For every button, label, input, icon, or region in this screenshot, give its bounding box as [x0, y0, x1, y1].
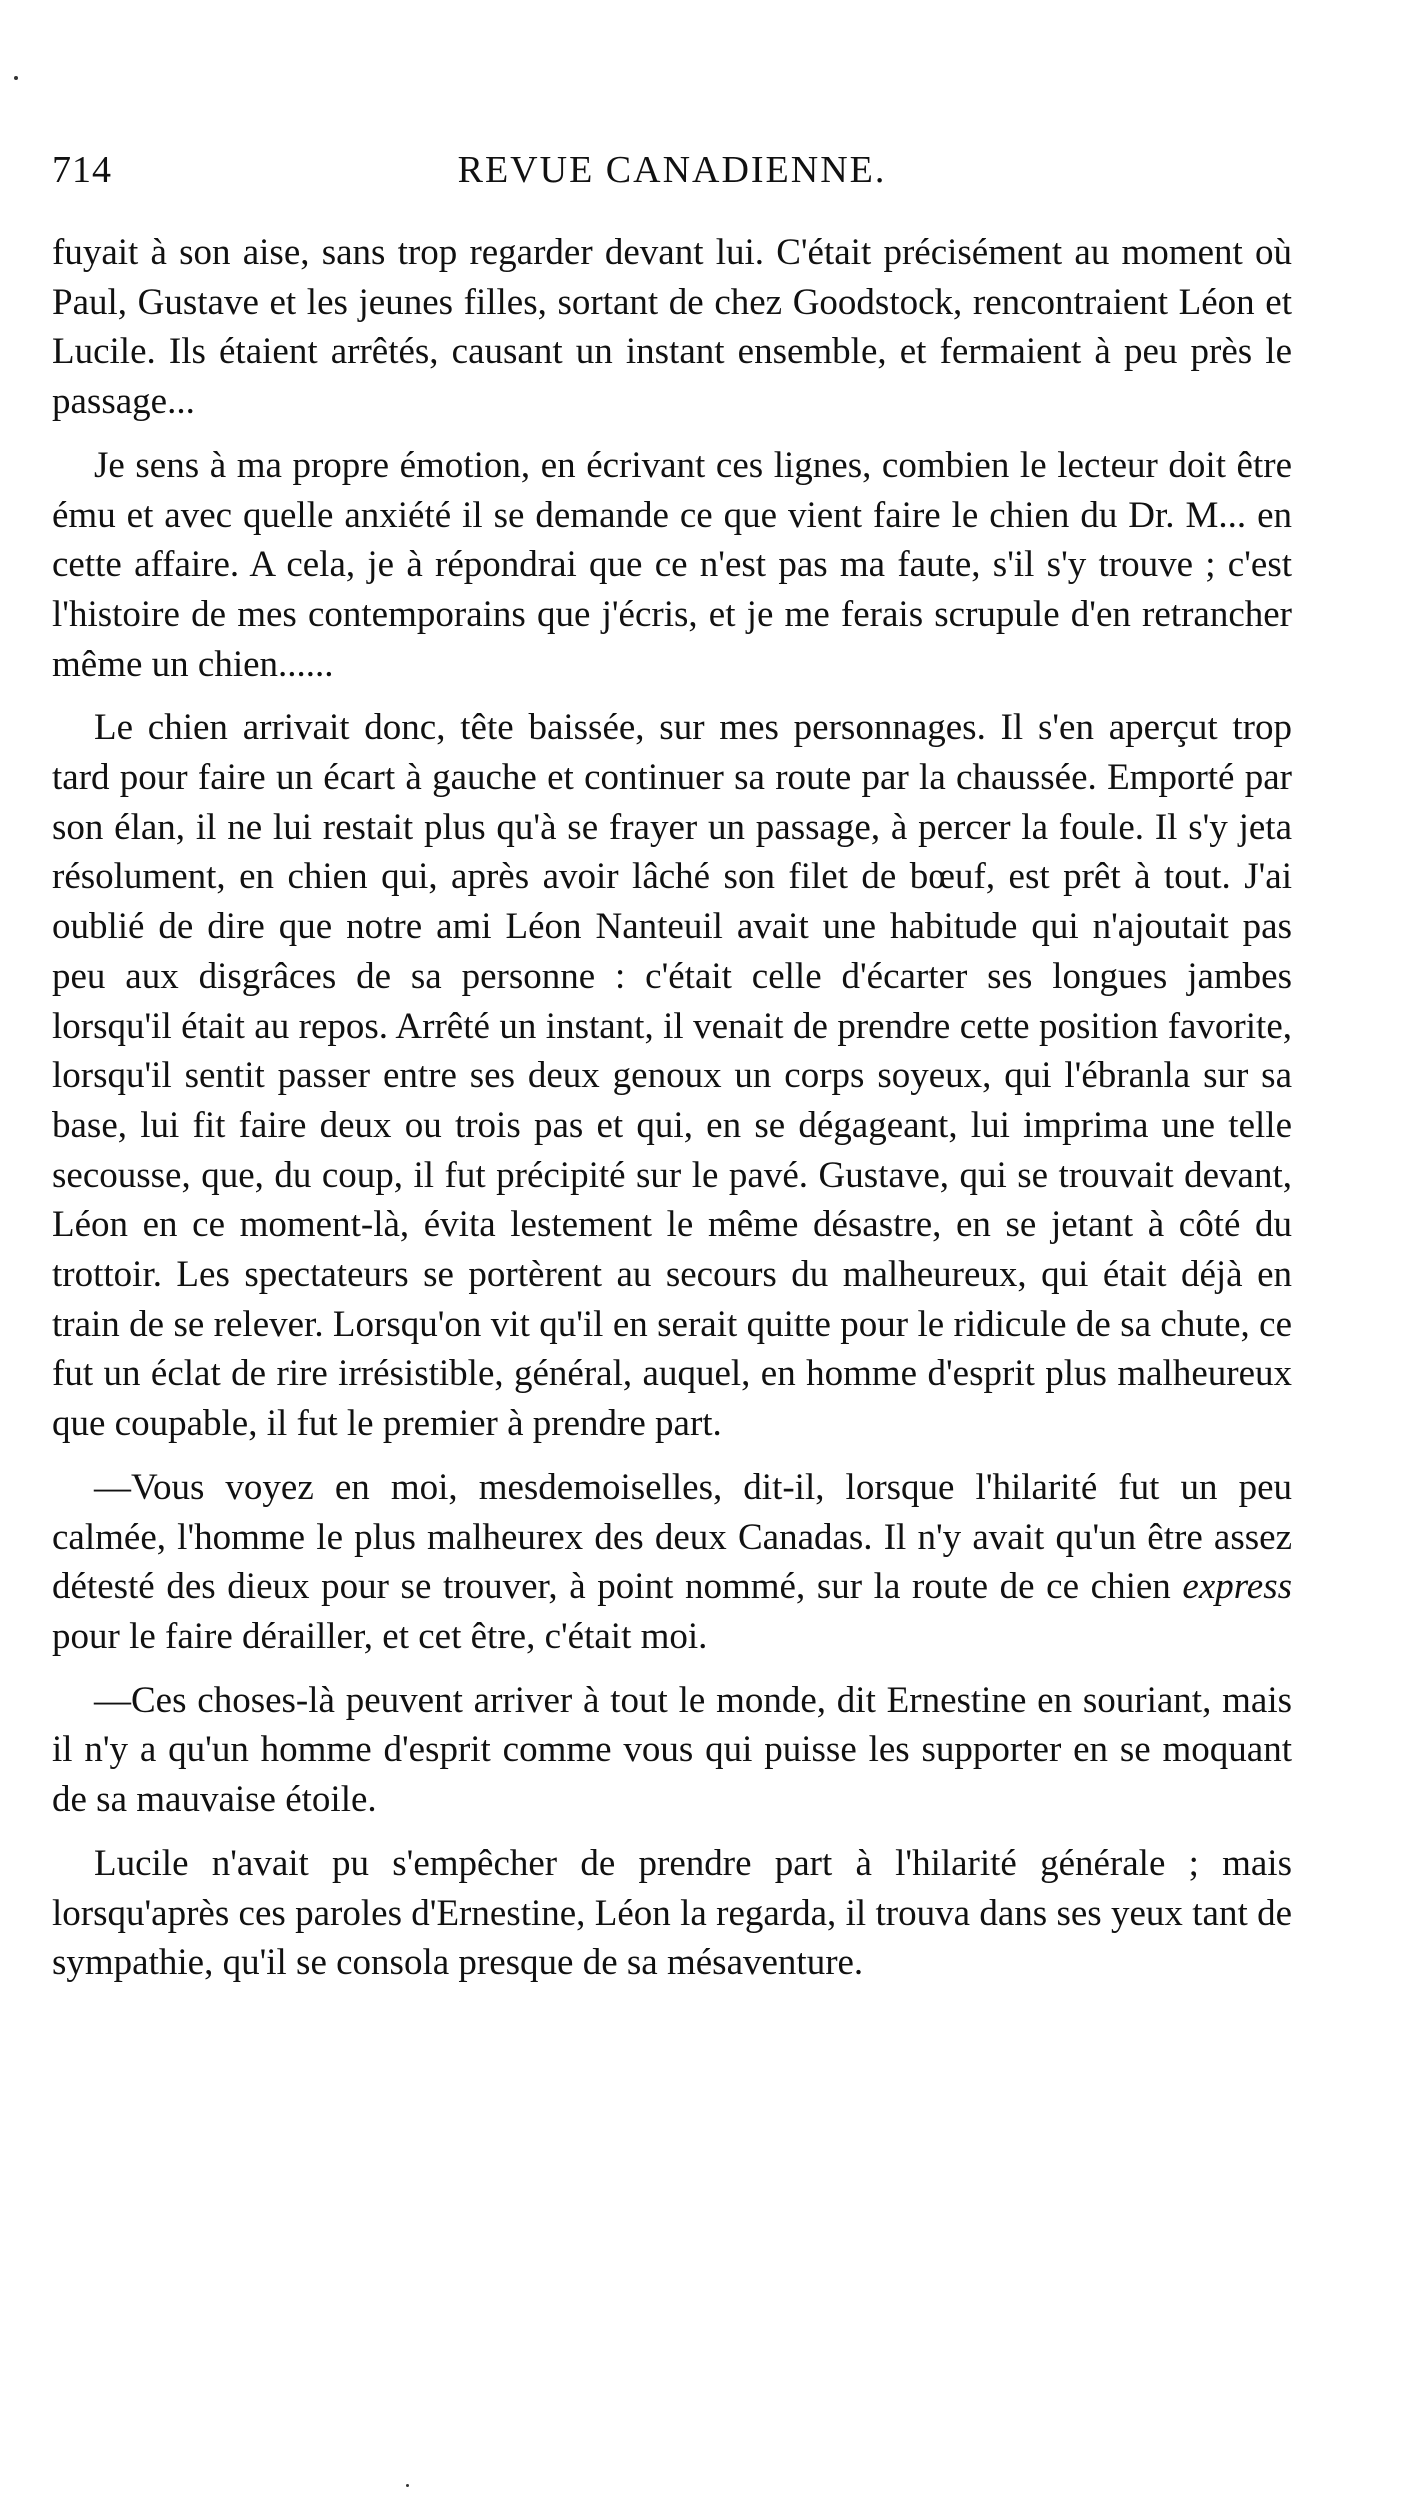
- paragraph: Je sens à ma propre émotion, en écrivant ces lignes, combien le lecteur doit être ému et avec quelle anxiété il se demande ce que vient faire le chien du Dr. M... en cette affaire. A cela, je à répondrai que ce n'est pas ma faute, s'il s'y trouve ; c'est l'histoire de mes contemporains que j'écris, et je me ferais scrupule d'en retrancher même un chien......: [52, 444, 1292, 685]
- page-number: 714: [52, 149, 112, 191]
- paragraph: Lucile n'avait pu s'empêcher de prendre part à l'hilarité générale ; mais lorsqu'après ces paroles d'Ernestine, Léon la regarda, il trouva dans ses yeux tant de sympathie, qu'il se consola presque de sa mésaventure.: [52, 1842, 1292, 1984]
- paragraph: Le chien arrivait donc, tête baissée, sur mes personnages. Il s'en aperçut trop tard pour faire un écart à gauche et continuer sa route par la chaussée. Emporté par son élan, il ne lui restait plus qu'à se frayer un passage, à percer la foule. Il s'y jeta résolument, en chien qui, après avoir lâché son filet de bœuf, est prêt à tout. J'ai oublié de dire que notre ami Léon Nanteuil avait une habitude qui n'ajoutait pas peu aux disgrâces de sa personne : c'était celle d'écarter ses longues jambes lorsqu'il était au repos. Arrêté un instant, il venait de prendre cette position favorite, lorsqu'il sentit passer entre ses deux genoux un corps soyeux, qui l'ébranla sur sa base, lui fit faire deux ou trois pas et qui, en se dégageant, lui imprima une telle secousse, que, du coup, il fut précipité sur le pavé. Gustave, qui se trouvait devant, Léon en ce moment-là, évita lestement le même désastre, en se jetant à côté du trottoir. Les spectateurs se portèrent au secours du malheureux, qui était déjà en train de se relever. Lorsqu'on vit qu'il en serait quitte pour le ridicule de sa chute, ce fut un éclat de rire irrésistible, général, auquel, en homme d'esprit plus malheureux que coupable, il fut le premier à prendre part.: [52, 707, 1292, 1445]
- ink-speck: [406, 2484, 409, 2487]
- paragraph-dialogue: [52, 1463, 1292, 1662]
- dialogue-text: —Vous voyez en moi, mesdemoiselles, dit-il, lorsque l'hilarité fut un peu calmée, l'homme le plus malheurex des deux Canadas. Il n'y avait qu'un être assez détesté des dieux pour se trouver, à point nommé, sur la route de ce chien: [52, 1466, 1292, 1608]
- body-text: [52, 228, 1292, 2002]
- paragraph-dialogue: —Ces choses-là peuvent arriver à tout le monde, dit Ernestine en souriant, mais il n'y a qu'un homme d'esprit comme vous qui puisse les supporter en se moquant de sa mauvaise étoile.: [52, 1679, 1292, 1821]
- page-header: [52, 148, 1292, 198]
- paragraph-continuation: fuyait à son aise, sans trop regarder devant lui. C'était précisément au moment où Paul, Gustave et les jeunes filles, sortant de chez Goodstock, rencontraient Léon et Lucile. Ils étaient arrêtés, causant un instant ensemble, et fermaient à peu près le passage...: [52, 232, 1292, 423]
- dialogue-text: pour le faire dérailler, et cet être, c'était moi.: [52, 1615, 708, 1657]
- emphasis-word: express: [1182, 1566, 1292, 1608]
- ink-speck: [14, 76, 18, 80]
- running-title: REVUE CANADIENNE.: [457, 149, 887, 191]
